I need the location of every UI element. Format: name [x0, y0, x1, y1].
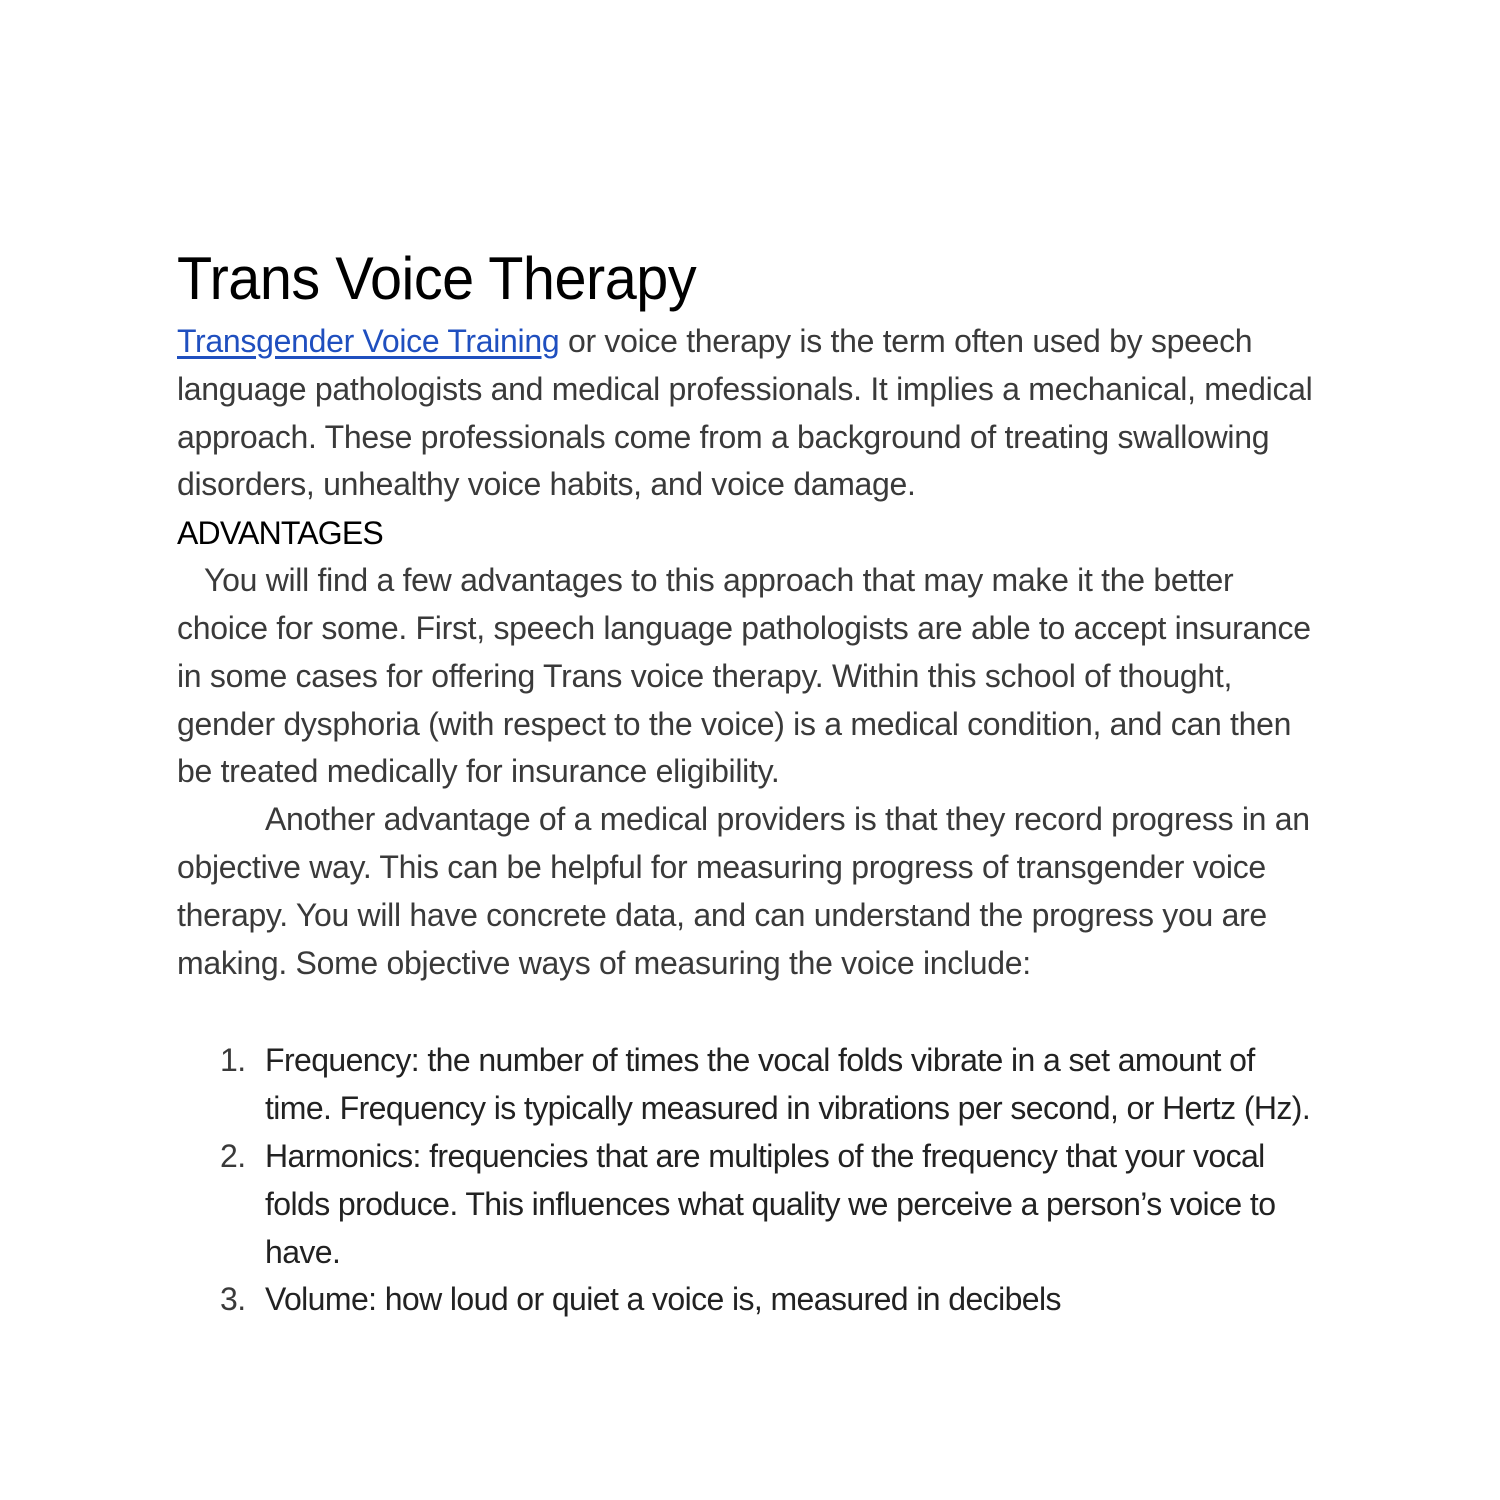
document-page	[177, 240, 1327, 1324]
list-number: 1.	[220, 1042, 246, 1079]
spacer	[177, 987, 1327, 1037]
page-title: Trans Voice Therapy	[177, 245, 697, 312]
list-item-volume	[177, 1276, 1327, 1324]
intro-text: or voice therapy is the term often used by speech language pathologists and medical professionals. It implies a mechanical, medical approach. These professionals come from a background of treating swallowing disorders, unhealthy voice habits, and voice damage.	[177, 323, 1313, 503]
measures-list	[177, 1037, 1327, 1324]
advantages-heading: ADVANTAGES	[177, 515, 383, 552]
list-item-text: Frequency: the number of times the vocal folds vibrate in a set amount of time. Frequency is typically measured in vibrations per second, or Hertz (Hz).	[265, 1042, 1311, 1127]
list-number: 3.	[220, 1281, 246, 1318]
advantages-paragraph-2: Another advantage of a medical providers is that they record progress in an objective way. This can be helpful for measuring progress of transgender voice therapy. You will have concrete data, and can understand the progress you are making. Some objective ways of measuring the voice include:	[177, 801, 1310, 981]
list-item-text: Volume: how loud or quiet a voice is, measured in decibels	[265, 1281, 1061, 1318]
list-number: 2.	[220, 1137, 246, 1174]
transgender-voice-training-link[interactable]: Transgender Voice Training	[177, 323, 560, 359]
list-item-harmonics	[177, 1133, 1327, 1276]
advantages-paragraph-1: You will find a few advantages to this approach that may make it the better choice for some. First, speech language pathologists are able to accept insurance in some cases for offering Trans voice therapy. Within this school of thought, gender dysphoria (with respect to the voice) is a medical condition, and can then be treated medically for insurance eligibility.	[177, 562, 1311, 790]
intro-paragraph	[177, 318, 1327, 509]
list-item-text: Harmonics: frequencies that are multiples of the frequency that your vocal folds produce. This influences what quality we perceive a person’s voice to have.	[265, 1137, 1276, 1270]
list-item-frequency	[177, 1037, 1327, 1133]
